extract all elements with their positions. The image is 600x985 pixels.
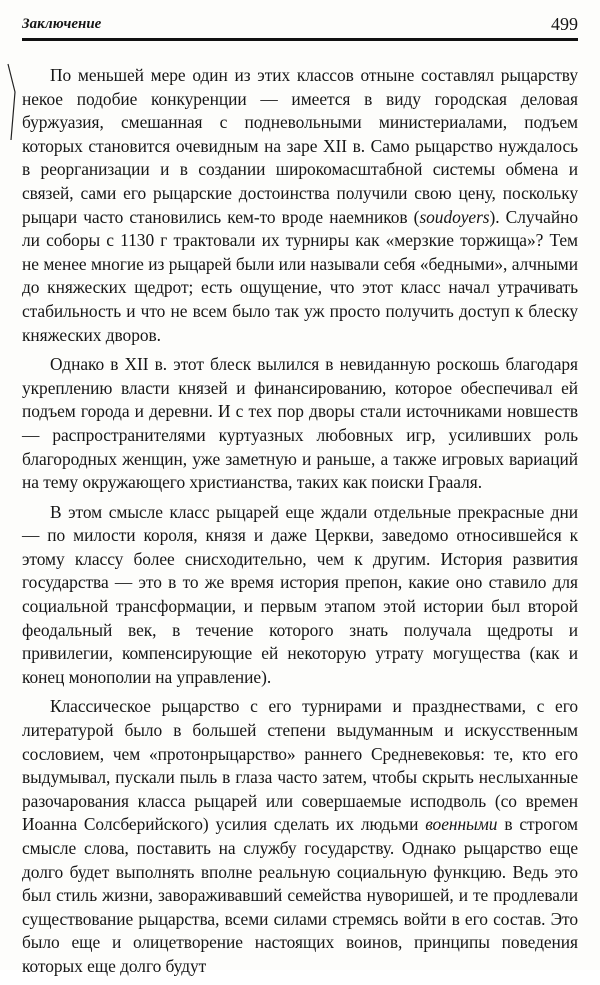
paragraph [22,353,578,495]
italic-term: soudoyers [419,206,490,227]
page-number: 499 [551,14,578,34]
text-run: В этом смысле класс рыцарей еще ждали отдельные прекрасные дни — по милости короля, князя и даже Церкви, заведомо относившейся к этому классу более снисходительно, чем к другим. История развития государства — это в то же время история препон, какие оно ставило для социальной трансформации, и первым этапом этой истории был второй феодальный век, в течение которого знать получала щедроты и привилегии, компенсирующие ей некоторую утрату могущества (как и конец монополии на управление). [22,501,578,687]
text-run: в строгом смысле слова, поставить на службу государству. Однако рыцарство еще долго будет выполнять вполне реальную социальную функцию. Ведь это был стиль жизни, завораживавший семейства нуворишей, и те продлевали существование рыцарства, всеми силами стремясь войти в его состав. Это было еще и олицетворение настоящих воинов, принципы поведения которых еще долго будут [22,814,578,976]
text-run: По меньшей мере один из этих классов отныне составлял рыцарству некое подобие конкуренции — имеется в виду городская деловая буржуазия, смешанная с подневольными министериалами, подъем которых становится очевидным на заре XII в. Само рыцарство нуждалось в реорганизации и в создании широкомасштабной системы обмена и связей, сами его рыцарские достоинства получили свою цену, поскольку рыцари часто становились кем-то вроде наемников ( [22,65,578,227]
page-header [22,14,578,38]
text-run: ). Случайно ли соборы с 1130 г трактовали их турниры как «мерзкие торжища»? Тем не менее многие из рыцарей были или называли себя «бедными», алчными до княжеских щедрот; есть ощущение, что этот класс начал утрачивать стабильность и что не всем было так уж просто получить доступ к блеску княжеских дворов. [22,206,579,345]
italic-term: военными [425,814,498,835]
text-run: Однако в XII в. этот блеск вылился в невиданную роскошь благодаря укреплению власти князей и финансированию, которое обеспечивал ей подъем города и деревни. И с тех пор дворы стали источниками новшеств — распространителями куртуазных любовных игр, усиливших роль благородных женщин, уже заметную и раньше, а также игровых вариаций на тему окружающего христианства, таких как поиски Грааля. [22,354,578,493]
paragraph [22,695,578,978]
header-rule [22,38,578,41]
text-body [22,64,578,985]
paragraph [22,64,578,347]
text-run: Классическое рыцарство с его турнирами и празднествами, с его литературой было в большей степени выдуманным и искусственным сословием, чем «протонрыцарство» раннего Средневековья: те, кто его выдумывал, пускали пыль в глаза часто затем, чтобы скрыть неслыханные разочарования класса рыцарей или совершаемые исподволь (со времен Иоанна Солсберийского) усилия сделать их людьми [22,696,578,835]
paragraph [22,501,578,690]
running-title: Заключение [22,16,102,32]
margin-pencil-mark [6,62,18,142]
